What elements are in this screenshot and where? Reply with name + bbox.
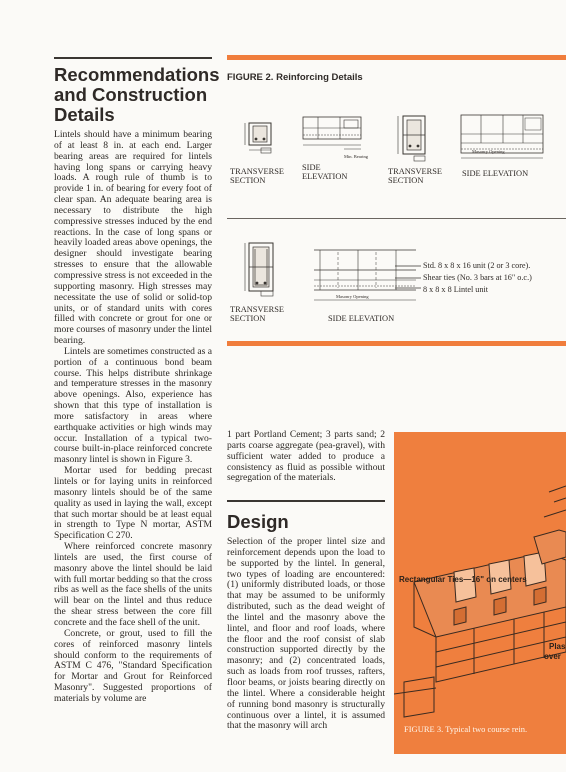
figure-3-panel [394, 432, 566, 754]
figure-2-bottom-rule [227, 341, 566, 346]
label-side-2: SIDE ELEVATION [462, 169, 529, 178]
callout-lintel-unit: 8 x 8 x 8 Lintel unit [423, 285, 489, 294]
figure-2-title: FIGURE 2. Reinforcing Details [227, 72, 363, 83]
paragraph-2: Lintels are sometimes constructed as a portion of a continuous bond beam course. This helps distribute shrinkage and temperature stresses in the masonry above openings. Also, experience has shown that this type of installation is more satisfactory in areas where earthquake activities or high winds may occur. Installation of a typical two-course built-in-place reinforced concrete masonry lintel is shown in Figure 3. [54, 345, 212, 466]
figure-2-divider [227, 218, 566, 219]
top-rule-left [54, 57, 212, 59]
left-column [54, 130, 212, 705]
design-rule [227, 500, 385, 502]
callout-plaster-1: Plas [549, 642, 566, 651]
transverse-section-drawing-3 [243, 241, 283, 299]
label-side-3: SIDE ELEVATION [328, 314, 395, 323]
label-transverse-1: TRANSVERSE SECTION [230, 167, 284, 185]
proportions-paragraph: 1 part Portland Cement; 3 parts sand; 2 parts coarse aggregate (pea-gravel), with sufficient water added to produce a consistency as fluid as possible without segregation of the materials. [227, 429, 385, 484]
top-rule-right [227, 55, 566, 60]
callout-rectangular-ties: Rectangular Ties—16" on centers [399, 575, 527, 584]
dim-min-bearing-1: Min. Bearing [344, 154, 368, 159]
paragraph-3: Mortar used for bedding precast lintels or for laying units in reinforced masonry lintels should be of the same quality as used in laying the wall, except that such mortar should be at least equal in strength to Type N mortar, ASTM Specification C 270. [54, 465, 212, 542]
label-side-1: SIDE ELEVATION [302, 163, 348, 181]
paragraph-1: Lintels should have a minimum bearing of at least 8 in. at each end. Larger bearing areas are required for lintels having long spans or carrying heavy loads. A rough rule of thumb is to provide 1 in. of bearing for every foot of clear span. An adequate bearing area is necessary to distribute the high compressive stresses induced by the end reactions. In the case of long spans or heavily loaded areas above openings, the designer should investigate bearing stresses to ensure that the allowable compressive stress is not exceeded in the supporting masonry. High stresses may necessitate the use of solid or solid-top units, or of standard units with cores filled with concrete or grout for one or more courses of masonry under the lintel bearing. [54, 129, 212, 347]
callout-leaders [395, 260, 425, 300]
label-transverse-2: TRANSVERSE SECTION [388, 167, 442, 185]
figure-3-caption: FIGURE 3. Typical two course rein. [404, 724, 528, 734]
callout-shear-ties: Shear ties (No. 3 bars at 16" o.c.) [423, 273, 532, 282]
callout-std-unit: Std. 8 x 8 x 16 unit (2 or 3 core). [423, 261, 531, 270]
section-heading: Recommendations and Construction Details [54, 64, 220, 125]
transverse-section-drawing-1 [243, 117, 283, 162]
paragraph-5: Concrete, or grout, used to fill the cores of reinforced masonry lintels should conform to the requirements of ASTM C 476, "Standard Specification for Mortar and Grout for Reinforced Masonry". Suggested proportions of materials by volume are [54, 627, 212, 704]
transverse-section-drawing-2 [396, 114, 436, 162]
dim-masonry-opening-1: Masonry Opening [472, 149, 505, 154]
figure-3-drawing [394, 432, 566, 754]
middle-column-top [227, 430, 385, 484]
paragraph-4: Where reinforced concrete masonry lintels are used, the first course of masonry above the lintel should be laid with full mortar bedding so that the cross ribs as well as the face shells of the units will bear on the lintel and thus reduce the shear stress between the core fill concrete and the face shell of the unit. [54, 541, 213, 628]
middle-column-design [227, 537, 385, 732]
design-heading: Design [227, 511, 289, 532]
label-transverse-3: TRANSVERSE SECTION [230, 305, 284, 323]
callout-plaster-2: over [544, 652, 561, 661]
design-paragraph: Selection of the proper lintel size and reinforcement depends upon the load to be supported by the lintel. In general, two types of loading are encountered: (1) uniformly distributed loads, or those that may be assumed to be uniformly distributed, such as the dead weight of the lintel and the masonry above the lintel, and floor and roof loads, where the floor and the roof consist of slab construction supported directly by the masonry; and (2) concentrated loads, such as loads from roof trusses, rafters, floor beams, or joists bearing directly on the lintel. Where a considerable height of running bond masonry is structurally continuous over a lintel, it is assumed that the masonry will arch [227, 536, 385, 732]
dim-masonry-opening-2: Masonry Opening [336, 294, 369, 299]
